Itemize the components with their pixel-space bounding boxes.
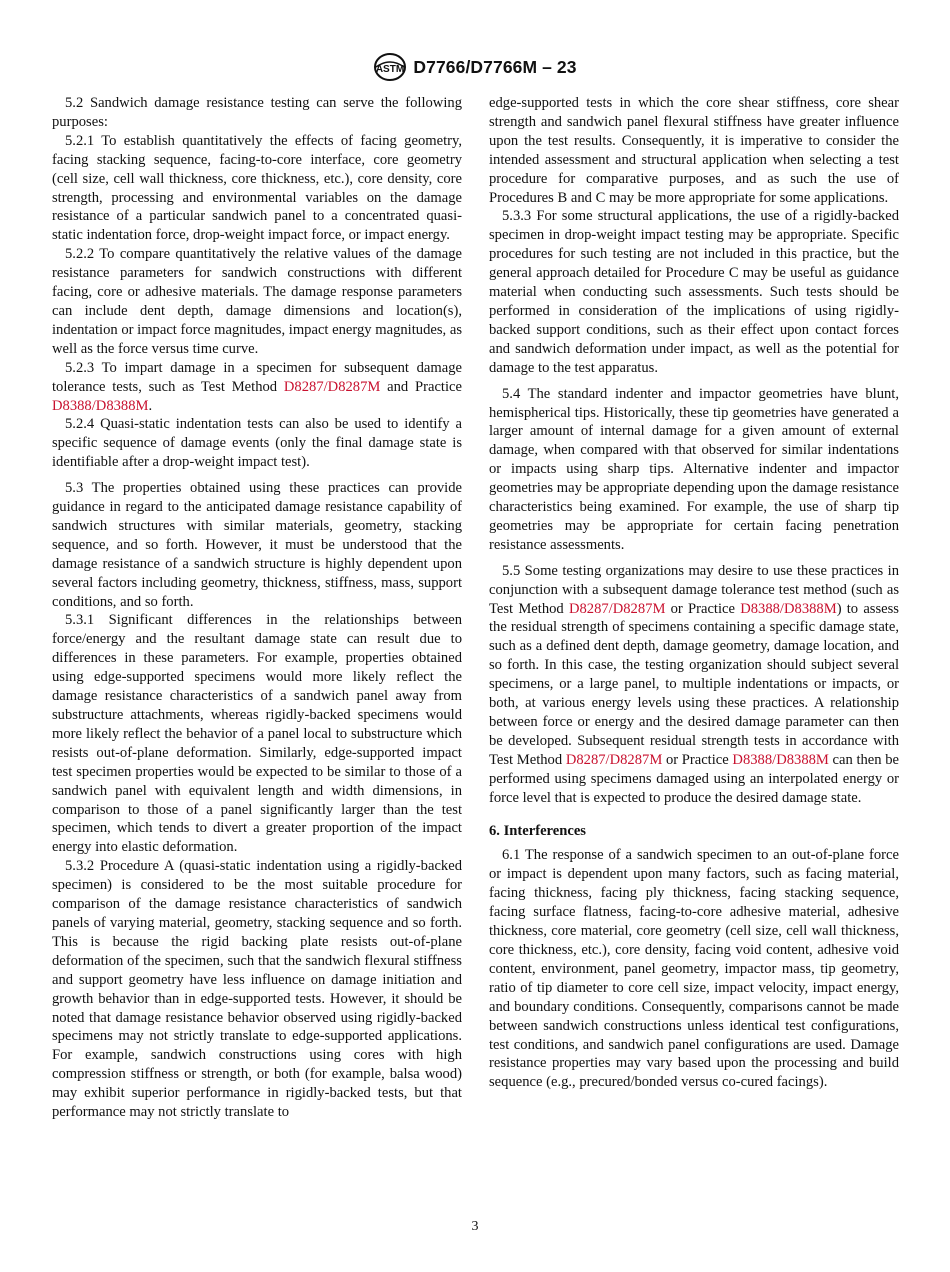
svg-text:ASTM: ASTM [376, 64, 405, 75]
standard-reference-link[interactable]: D8388/D8388M [740, 600, 837, 617]
paragraph [52, 359, 462, 416]
paragraph-text: 5.4 The standard indenter and impactor geometries have blunt, hemispherical tips. Historically, these tip geometries have generated a larger amount of internal damage for a given amount of external damage, when compared with that observed for similar indentations or impacts using sharp tips. Alternative indenter and impactor geometries may be appropriate depending upon the damage resistance characteristics being examined. For example, the use of sharp tip geometries may be appropriate for certain facing penetration resistance assessments. [489, 385, 899, 553]
section-heading: 6. Interferences [489, 822, 586, 839]
paragraph-text: 6.1 The response of a sandwich specimen to an out-of-plane force or impact is dependent upon many factors, such as facing material, facing thickness, facing ply thickness, facing stacking sequence, facing surface flatness, facing-to-core adhesive material, adhesive thickness, core material, core geometry (cell size, cell wall thickness, core thickness, etc.), core density, facing void content, adhesive void content, environment, panel geometry, impactor mass, tip geometry, ratio of tip diameter to core cell size, impact velocity, impact energy, and boundary conditions. Consequently, comparisons cannot be made between sandwich constructions unless identical test configurations, test conditions, and sandwich panel configurations are used. Damage resistance properties may vary based upon the processing and build sequence (e.g., precured/bonded versus co-cured facings). [489, 847, 899, 1091]
paragraph [52, 94, 462, 132]
paragraph-text: 5.2.4 Quasi-static indentation tests can also be used to identify a specific sequence of damage events (only the final damage state is identifiable after a drop-weight impact test). [52, 416, 462, 471]
paragraph [489, 385, 899, 555]
paragraph-text: 5.5 Some testing organizations may desire to use these practices in conjunction with a subsequent damage tolerance test method (such as Test Method [489, 562, 899, 617]
paragraph [52, 415, 462, 472]
standard-reference-link[interactable]: D8388/D8388M [732, 751, 829, 768]
standard-reference-link[interactable]: D8287/D8287M [565, 751, 663, 768]
paragraph-text: or Practice [665, 600, 741, 617]
astm-logo-icon [373, 52, 407, 82]
document-id: D7766/D7766M – 23 [413, 56, 577, 77]
paragraph [489, 207, 899, 377]
standard-reference-link[interactable]: D8388/D8388M [52, 397, 149, 414]
left-column [52, 94, 462, 1122]
paragraph-text: edge-supported tests in which the core shear stiffness, core shear strength and sandwich panel flexural stiffness have greater influence upon the test results. Consequently, it is imperative to consider the intended assessment and structural application when selecting a test procedure for comparative purposes, and as such the use of Procedures B and C may be more appropriate for some applications. [489, 95, 899, 206]
paragraph-text: 5.3 The properties obtained using these practices can provide guidance in regard to the anticipated damage resistance capability of sandwich structures with similar materials, geometry, stacking sequence, and so forth. However, it must be understood that the damage resistance of a sandwich structure is highly dependent upon several factors including geometry, thickness, stiffness, mass, support conditions, and so forth. [52, 480, 462, 610]
paragraph [52, 245, 462, 358]
page-number: 3 [471, 1219, 479, 1234]
paragraph-text: or Practice [662, 751, 733, 768]
paragraph-text: 5.2 Sandwich damage resistance testing can serve the following purposes: [52, 95, 462, 130]
paragraph-text: 5.2.2 To compare quantitatively the relative values of the damage resistance parameters for sandwich constructions with different facing, core or adhesive materials. The damage response parameters can include dent depth, damage dimensions and location(s), indentation or impact force magnitudes, impact energy magnitudes, as well as the force versus time curve. [52, 246, 462, 357]
paragraph [489, 562, 899, 808]
page-header [0, 52, 950, 82]
paragraph-text: 5.3.2 Procedure A (quasi-static indentation using a rigidly-backed specimen) is considered to be the most suitable procedure for comparison of the damage resistance characteristics of sandwich panels of varying material, geometry, stacking sequence and so forth. This is because the rigid backing plate resists out-of-plane deformation of the specimen, such that the sandwich flexural stiffness and support geometry have less influence on damage initiation and growth behavior than in edge-supported tests. However, it should be noted that damage resistance behavior observed using rigidly-backed specimens may not strictly translate to edge-supported applications. For example, sandwich constructions using cores with high compression stiffness or strength, or both (for example, balsa wood) may exhibit superior performance in rigidly-backed tests, but that performance may not strictly translate to [52, 858, 462, 1121]
paragraph-text: 5.2.1 To establish quantitatively the effects of facing geometry, facing stacking sequence, facing-to-core interface, core geometry (cell size, cell wall thickness, core thickness, etc.), core density, core strength, processing and environmental variables on the damage resistance of a particular sandwich panel to a concentrated quasi-static indentation force, drop-weight impact force, or impact energy. [52, 132, 462, 244]
paragraph-text: 5.2.3 To impart damage in a specimen for subsequent damage tolerance tests, such as Test Method [52, 359, 462, 395]
paragraph-text: 5.3.3 For some structural applications, the use of a rigidly-backed specimen in drop-weight impact testing may be appropriate. Specific procedures for such testing are not included in this practice, but the general approach detailed for Procedure C may be useful as guidance material when conducting such assessments. Such tests should be performed in consideration of the implications of using rigidly-backed support conditions, such as their effect upon contact forces and sandwich deformation under impact, as well as the potential for damage to the test apparatus. [489, 208, 899, 376]
paragraph [52, 857, 462, 1122]
paragraph [52, 611, 462, 857]
paragraph [489, 94, 899, 207]
paragraph [52, 479, 462, 611]
paragraph [489, 846, 899, 1092]
paragraph-text: . [148, 397, 153, 414]
standard-reference-link[interactable]: D8287/D8287M [568, 600, 666, 617]
paragraph-text: 5.3.1 Significant differences in the relationships between force/energy and the resultant damage state can result due to differences in these parameters. For example, properties obtained using edge-supported specimens would more likely reflect the damage resistance characteristics of a sandwich panel away from substructure attachments, whereas rigidly-backed specimens would more likely reflect the behavior of a panel local to substructure which resists out-of-plane deformation. Similarly, edge-supported impact test specimen properties would be expected to be similar to those of a sandwich panel with equivalent length and width dimensions, in comparison to those of a panel significantly larger than the test specimen, which tends to divert a greater proportion of the impact energy into elastic deformation. [52, 612, 462, 856]
standard-reference-link[interactable]: D8287/D8287M [283, 378, 381, 395]
paragraph [52, 132, 462, 245]
paragraph-text: can then be performed using specimens damaged using an interpolated energy or force level that is expected to produce the desired damage state. [489, 751, 899, 806]
paragraph-text: ) to assess the residual strength of specimens containing a specific damage state, such as a defined dent depth, damage geometry, damage location, and so forth. In this case, the testing organization should subject several specimens, or a large panel, to multiple indentations or impacts, or both, at various energy levels using these practices. A relationship between force or energy and the desired damage parameter can then be developed. Subsequent residual strength tests in accordance with Test Method [489, 600, 899, 768]
paragraph-text: and Practice [380, 378, 462, 395]
right-column [489, 94, 899, 1092]
